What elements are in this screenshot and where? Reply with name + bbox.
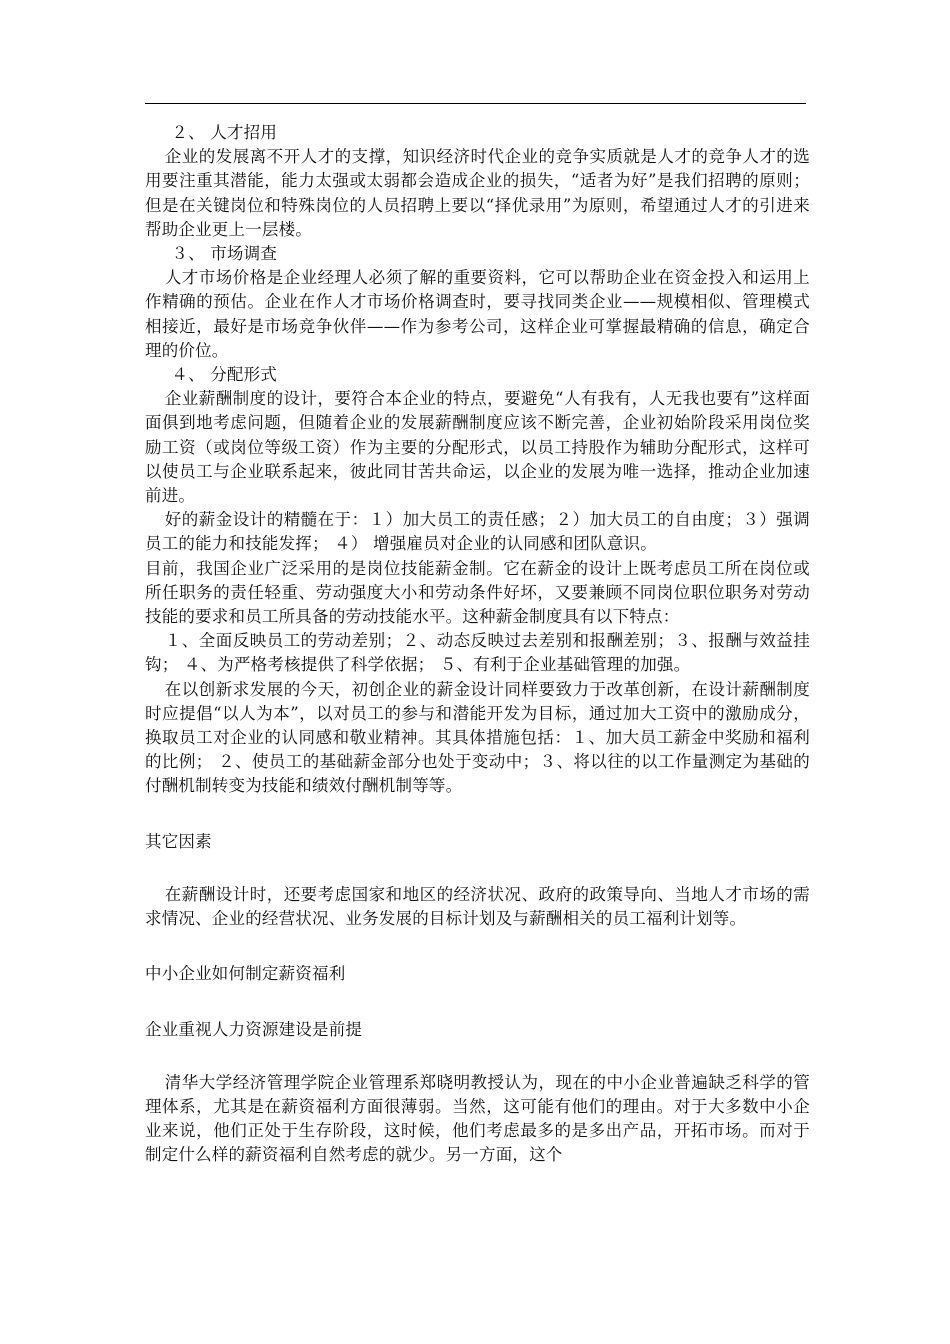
section-heading-distribution: ４、 分配形式 bbox=[171, 365, 278, 385]
section-title-sme-pay: 中小企业如何制定薪资福利 bbox=[145, 964, 346, 984]
section-title-premise: 企业重视人力资源建设是前提 bbox=[145, 1019, 363, 1039]
paragraph-features: １、全面反映员工的劳动差别；２、动态反映过去差别和报酬差别；３、报酬与效益挂钩； ４、为严格考核提供了科学依据； ５、有利于企业基础管理的加强。 bbox=[145, 631, 810, 675]
section-body-talent: 企业的发展离不开人才的支撑，知识经济时代企业的竞争实质就是人才的竞争人才的选用要注重其潜能，能力太强或太弱都会造成企业的损失，“适者为好”是我们招聘的原则；但是在关键岗位和特殊岗位的人员招聘上要以“择优录用”为原则，希望通过人才的引进来帮助企业更上一层楼。 bbox=[145, 147, 810, 239]
paragraph-good-design: 好的薪金设计的精髓在于：１）加大员工的责任感；２）加大员工的自由度；３）强调员工的能力和技能发挥； ４） 增强雇员对企业的认同感和团队意识。 bbox=[145, 510, 810, 554]
paragraph-innovation: 在以创新求发展的今天，初创企业的薪金设计同样要致力于改革创新，在设计薪酬制度时应提倡“以人为本”，以对员工的参与和潜能开发为目标，通过加大工资中的激励成分，换取员工对企业的认同感和敬业精神。其具体措施包括：１、加大员工薪金中奖励和福利的比例； ２、使员工的基础薪金部分也处于变动中；３、将以往的以工作量测定为基础的付酬机制转变为技能和绩效付酬机制等等。 bbox=[145, 679, 810, 796]
section-heading-talent: ２、 人才招用 bbox=[171, 123, 278, 142]
document-body bbox=[145, 121, 810, 1168]
section-body-market: 人才市场价格是企业经理人必须了解的重要资料，它可以帮助企业在资金投入和运用上作精确的预估。企业在作人才市场价格调查时，要寻找同类企业——规模相似、管理模式相接近，最好是市场竞争伙伴——作为参考公司，这样企业可掌握最精确的信息，确定合理的价位。 bbox=[145, 268, 810, 360]
section-title-other-factors: 其它因素 bbox=[145, 831, 212, 851]
paragraph-premise: 清华大学经济管理学院企业管理系郑晓明教授认为，现在的中小企业普遍缺乏科学的管理体系，尤其是在薪资福利方面很薄弱。当然，这可能有他们的理由。对于大多数中小企业来说，他们正处于生存阶段，这时候，他们考虑最多的是多出产品，开拓市场。而对于制定什么样的薪资福利自然考虑的就少。另一方面，这个 bbox=[145, 1072, 810, 1165]
header-rule bbox=[145, 103, 806, 104]
section-heading-market: ３、 市场调查 bbox=[171, 244, 278, 264]
paragraph-current-system: 目前，我国企业广泛采用的是岗位技能薪金制。它在薪金的设计上既考虑员工所在岗位或所任职务的责任轻重、劳动强度大小和劳动条件好坏，又要兼顾不同岗位职位职务对劳动技能的要求和员工所具备的劳动技能水平。这种薪金制度具有以下特点： bbox=[145, 558, 810, 627]
section-body-distribution: 企业薪酬制度的设计，要符合本企业的特点，要避免“人有我有，人无我也要有”这样面面俱到地考虑问题，但随着企业的发展薪酬制度应该不断完善，企业初始阶段采用岗位奖励工资（或岗位等级工资）作为主要的分配形式，以员工持股作为辅助分配形式，这样可以使员工与企业联系起来，彼此同甘苦共命运，以企业的发展为唯一选择，推动企业加速前进。 bbox=[145, 389, 810, 506]
paragraph-other-factors: 在薪酬设计时，还要考虑国家和地区的经济状况、政府的政策导向、当地人才市场的需求情况、企业的经营状况、业务发展的目标计划及与薪酬相关的员工福利计划等。 bbox=[145, 884, 810, 929]
